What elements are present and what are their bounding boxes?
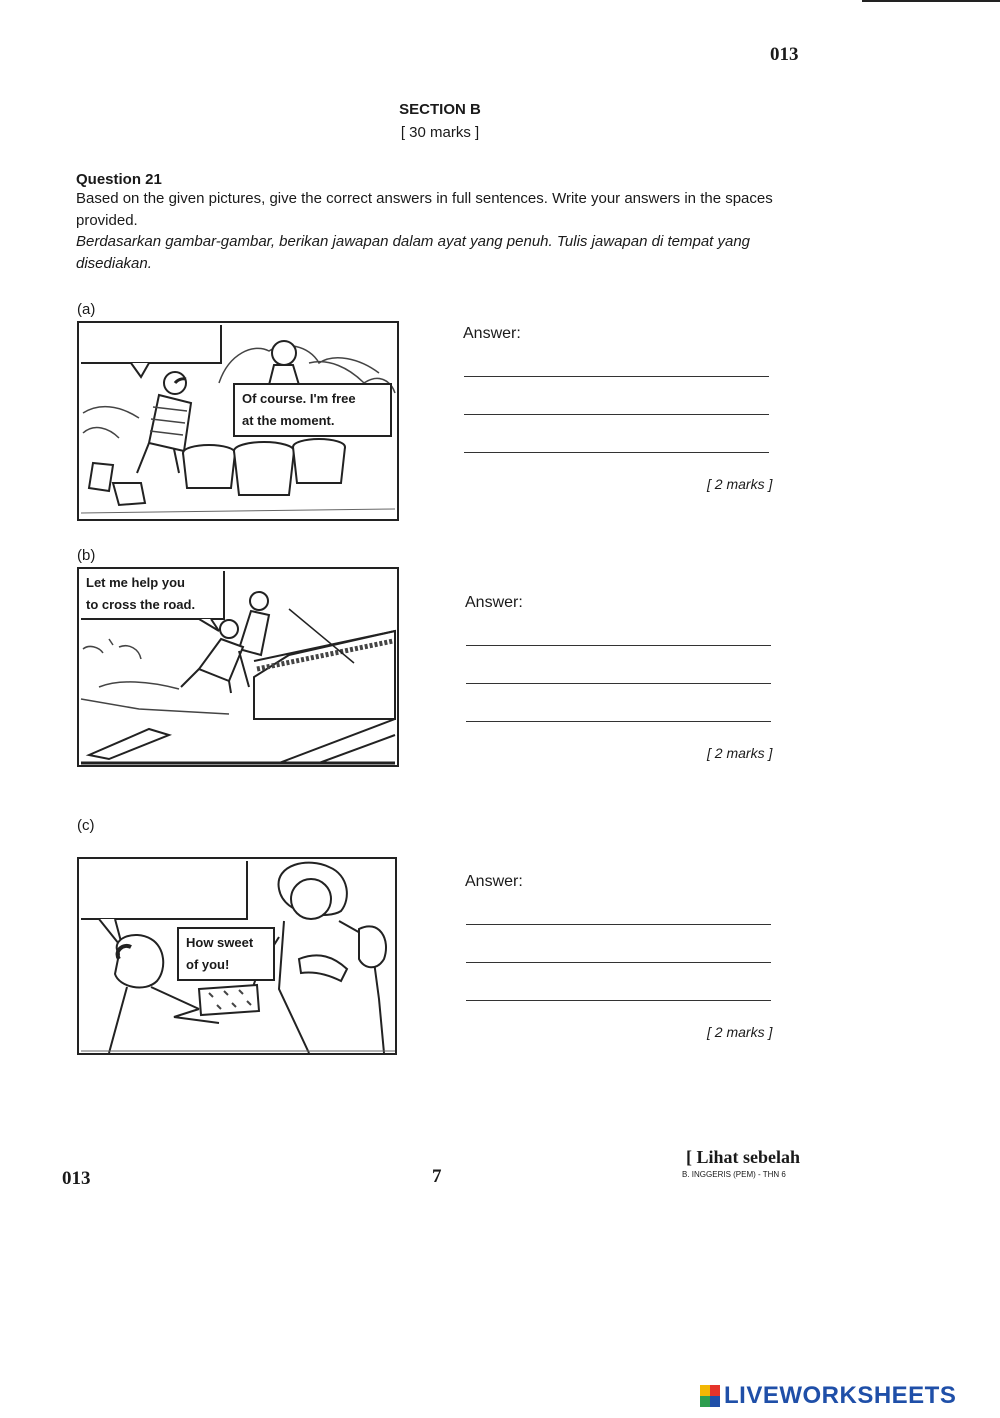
part-c-answer-line-2[interactable] [466,962,771,963]
part-b-answer-line-1[interactable] [466,645,771,646]
part-c-answer-label: Answer: [465,873,523,890]
part-b-speech-line-2: to cross the road. [86,597,196,612]
paper-code-bottom: 013 [62,1168,91,1189]
part-a-answer-label: Answer: [463,325,521,342]
part-a-speech-line-1: Of course. I'm free [242,391,356,406]
liveworksheets-logo-icon [700,1385,720,1407]
part-a-speech-bubble [233,383,392,437]
part-c-answer-line-3[interactable] [466,1000,771,1001]
next-page-note: [ Lihat sebelah [686,1147,801,1167]
paper-code-top: 013 [770,44,799,65]
part-c-speech-line-2: of you! [186,957,230,972]
part-c-label: (c) [77,817,95,834]
liveworksheets-logo-text: LIVEWORKSHEETS [724,1382,957,1409]
section-title: SECTION B [399,101,481,118]
top-rule [862,0,1000,2]
part-a-answer-line-3[interactable] [464,452,769,453]
part-a-picture [77,321,399,521]
part-a-answer-line-1[interactable] [464,376,769,377]
part-a-answer-line-2[interactable] [464,414,769,415]
part-c-answer-line-1[interactable] [466,924,771,925]
part-a-marks: [ 2 marks ] [707,476,773,492]
part-b-answer-line-2[interactable] [466,683,771,684]
section-marks: [ 30 marks ] [400,124,480,141]
part-c-speech-line-1: How sweet [186,935,254,950]
question-title: Question 21 [76,171,162,188]
part-b-label: (b) [77,547,96,564]
part-b-marks: [ 2 marks ] [707,745,773,761]
liveworksheets-logo[interactable] [700,1382,956,1410]
part-c-speech-bubble [177,927,275,981]
part-c-picture [77,857,397,1055]
page-number: 7 [432,1166,442,1187]
instruction-malay: Berdasarkan gambar-gambar, berikan jawapan dalam ayat yang penuh. Tulis jawapan di tempat yang disediakan. [76,233,751,272]
part-b-picture [77,567,399,767]
subject-code: B. INGGERIS (PEM) - THN 6 [682,1170,786,1179]
part-a-speech-line-2: at the moment. [242,413,335,428]
part-a-label: (a) [77,301,96,318]
part-c-marks: [ 2 marks ] [707,1024,773,1040]
instruction-english: Based on the given pictures, give the correct answers in full sentences. Write your answers in the spaces provided. [76,190,773,229]
part-b-speech-bubble [79,569,223,619]
part-b-answer-line-3[interactable] [466,721,771,722]
part-b-speech-line-1: Let me help you [86,575,185,590]
part-b-answer-label: Answer: [465,594,523,611]
